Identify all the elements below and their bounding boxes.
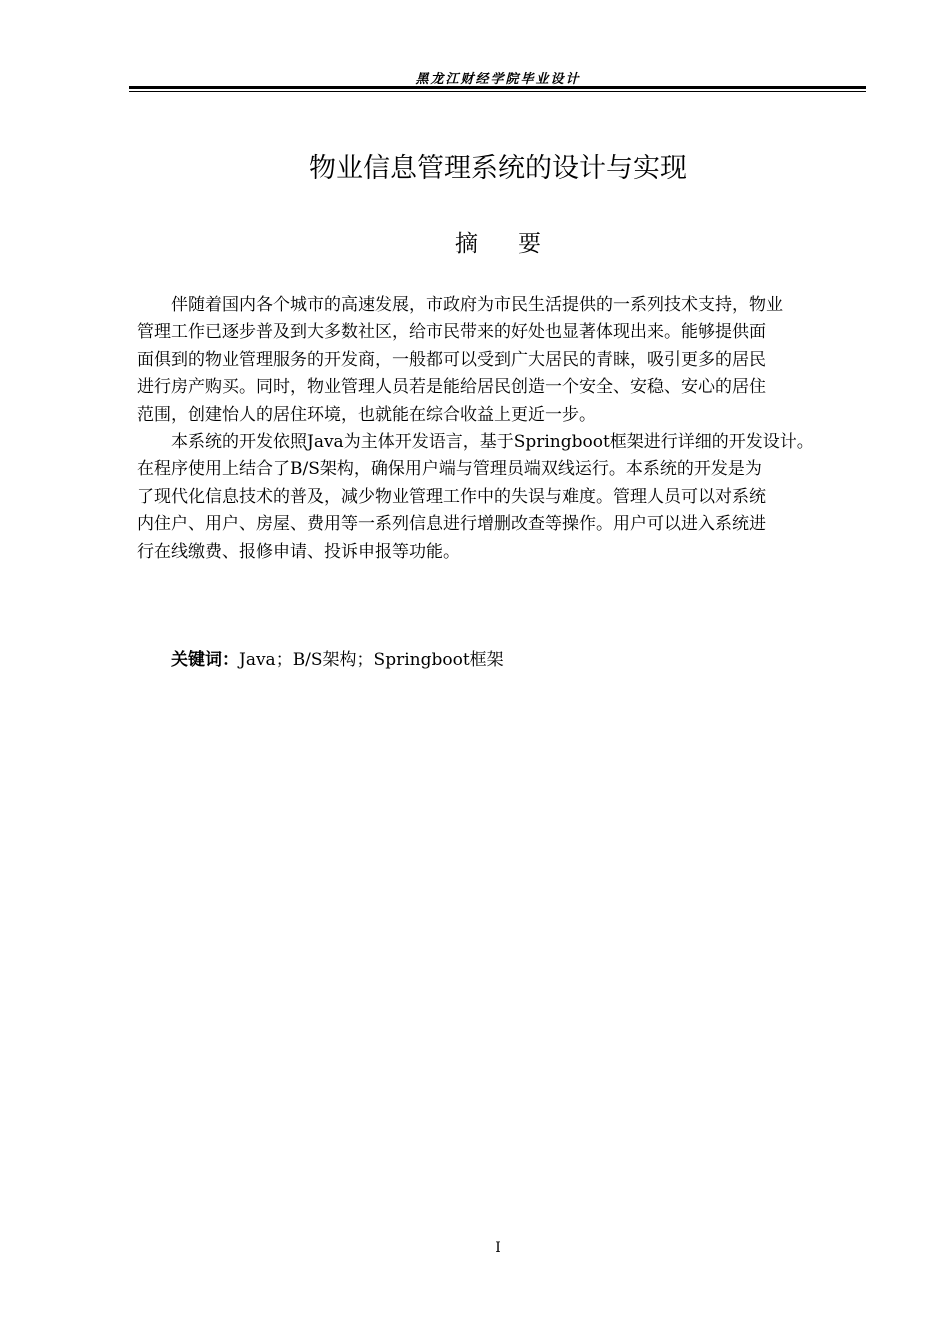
- keywords-label: 关键词：: [171, 650, 239, 670]
- paragraph1-line: 面俱到的物业管理服务的开发商，一般都可以受到广大居民的青睐，吸引更多的居民: [137, 349, 766, 370]
- paragraph2-line: 了现代化信息技术的普及，减少物业管理工作中的失误与难度。管理人员可以对系统: [137, 486, 766, 507]
- document-title: 物业信息管理系统的设计与实现: [309, 153, 687, 184]
- page-number: I: [495, 1240, 501, 1256]
- paragraph2-line: 内住户、用户、房屋、费用等一系列信息进行增删改查等操作。用户可以进入系统进: [137, 514, 766, 535]
- paragraph2-line: 本系统的开发依照Java为主体开发语言，基于Springboot框架进行详细的开发设计。: [171, 431, 814, 452]
- paragraph1-line: 伴随着国内各个城市的高速发展，市政府为市民生活提供的一系列技术支持，物业: [171, 295, 783, 315]
- paragraph2-line: 在程序使用上结合了B/S架构，确保用户端与管理员端双线运行。本系统的开发是为: [137, 459, 762, 480]
- running-header: 黑龙江财经学院毕业设计: [415, 72, 581, 87]
- paragraph1-line: 进行房产购买。同时，物业管理人员若是能给居民创造一个安全、安稳、安心的居住: [137, 377, 766, 398]
- abstract-heading: 摘要: [455, 231, 581, 257]
- paragraph1-line: 范围，创建怡人的居住环境，也就能在综合收益上更近一步。: [137, 404, 596, 425]
- abstract-body: [137, 292, 877, 566]
- keywords-value: Java；B/S架构；Springboot框架: [239, 650, 504, 670]
- keywords-line: [171, 645, 504, 670]
- header-double-rule: [129, 86, 866, 92]
- paragraph2-line: 行在线缴费、报修申请、投诉申报等功能。: [137, 541, 460, 562]
- paragraph1-line: 管理工作已逐步普及到大多数社区，给市民带来的好处也显著体现出来。能够提供面: [137, 322, 766, 343]
